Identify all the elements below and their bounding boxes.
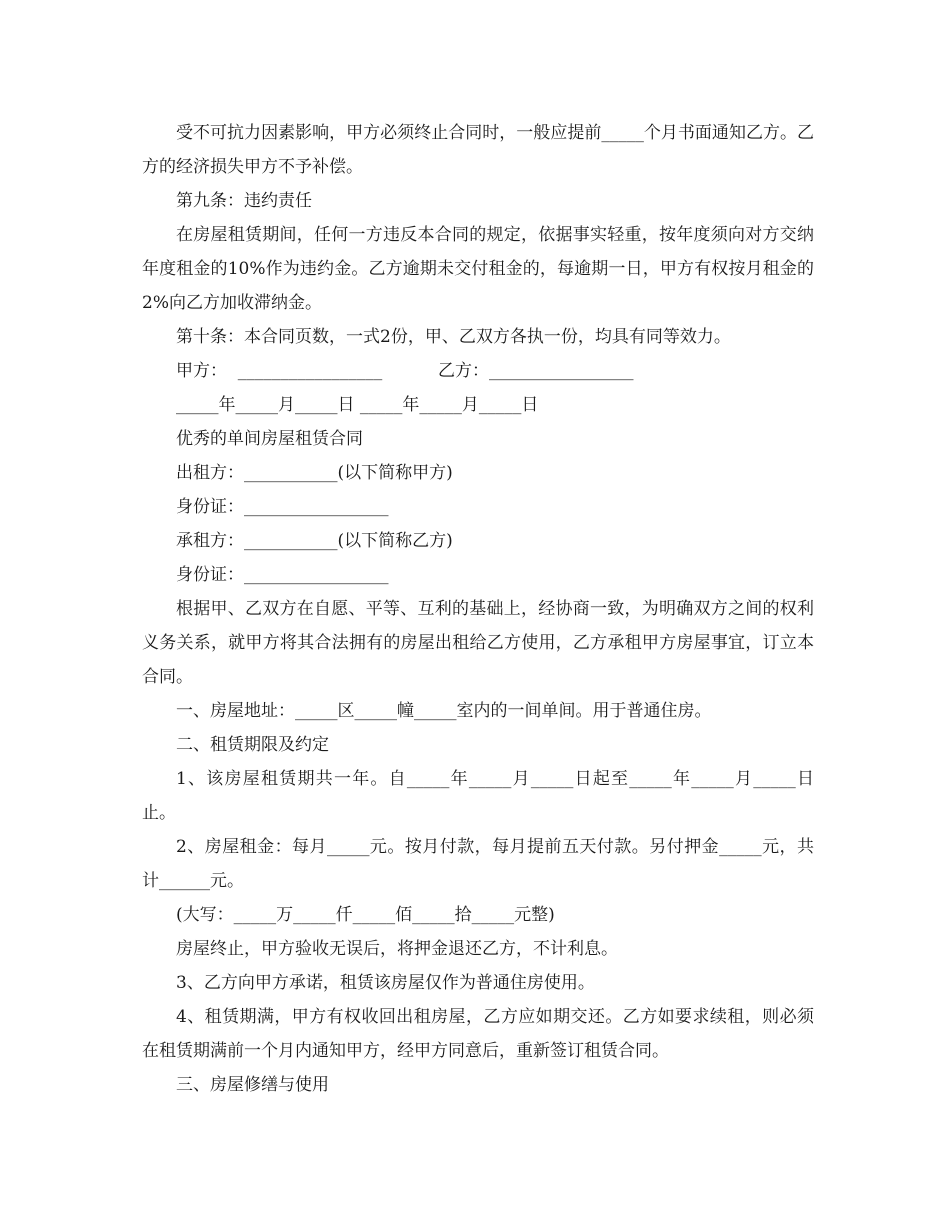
- signature-row: [142, 354, 814, 388]
- lessor-id-line: 身份证：_________________: [176, 497, 389, 517]
- clause-2-deposit-return: 房屋终止，甲方验收无误后，将押金退还乙方，不计利息。: [176, 939, 618, 959]
- signature-date-line: _____年_____月_____日 _____年_____月_____日: [176, 395, 539, 415]
- clause-2-amount-in-words: (大写：_____万_____仟_____佰_____拾_____元整): [176, 905, 555, 925]
- clause-2-item-1: 1、该房屋租赁期共一年。自_____年_____月_____日起至_____年_____月_____日止。: [142, 769, 814, 823]
- party-a-signature-line: 甲方： _________________: [176, 361, 383, 381]
- lessor-line: 出租方：___________(以下简称甲方): [176, 463, 453, 483]
- paragraph-article-10: 第十条：本合同页数，一式2份，甲、乙双方各执一份，均具有同等效力。: [176, 327, 731, 347]
- preamble-paragraph: 根据甲、乙双方在自愿、平等、互利的基础上，经协商一致，为明确双方之间的权利义务关系，就甲方将其合法拥有的房屋出租给乙方使用，乙方承租甲方房屋事宜，订立本合同。: [142, 599, 814, 687]
- contract-title: 优秀的单间房屋租赁合同: [176, 429, 363, 449]
- paragraph-breach-liability: 在房屋租赁期间，任何一方违反本合同的规定，依据事实轻重，按年度须向对方交纳年度租金的10%作为违约金。乙方逾期未交付租金的，每逾期一日，甲方有权按月租金的2%向乙方加收滞纳金。: [142, 225, 814, 313]
- clause-2-item-3: 3、乙方向甲方承诺，租赁该房屋仅作为普通住房使用。: [176, 973, 595, 993]
- document-body: [142, 116, 814, 1102]
- clause-1-address: 一、房屋地址：_____区_____幢_____室内的一间单间。用于普通住房。: [176, 701, 712, 721]
- paragraph-force-majeure: 受不可抗力因素影响，甲方必须终止合同时，一般应提前_____个月书面通知乙方。乙方的经济损失甲方不予补偿。: [142, 123, 814, 177]
- section-heading-article-9: 第九条：违约责任: [176, 191, 312, 211]
- clause-2-heading: 二、租赁期限及约定: [176, 735, 329, 755]
- lessee-line: 承租方：___________(以下简称乙方): [176, 531, 453, 551]
- lessee-id-line: 身份证：_________________: [176, 565, 389, 585]
- party-b-signature-line: 乙方：_________________: [438, 361, 634, 381]
- clause-3-heading: 三、房屋修缮与使用: [176, 1075, 329, 1095]
- clause-2-item-4: 4、租赁期满，甲方有权收回出租房屋，乙方应如期交还。乙方如要求续租，则必须在租赁期满前一个月内通知甲方，经甲方同意后，重新签订租赁合同。: [142, 1007, 814, 1061]
- clause-2-item-2: 2、房屋租金：每月_____元。按月付款，每月提前五天付款。另付押金_____元，共计______元。: [142, 837, 814, 891]
